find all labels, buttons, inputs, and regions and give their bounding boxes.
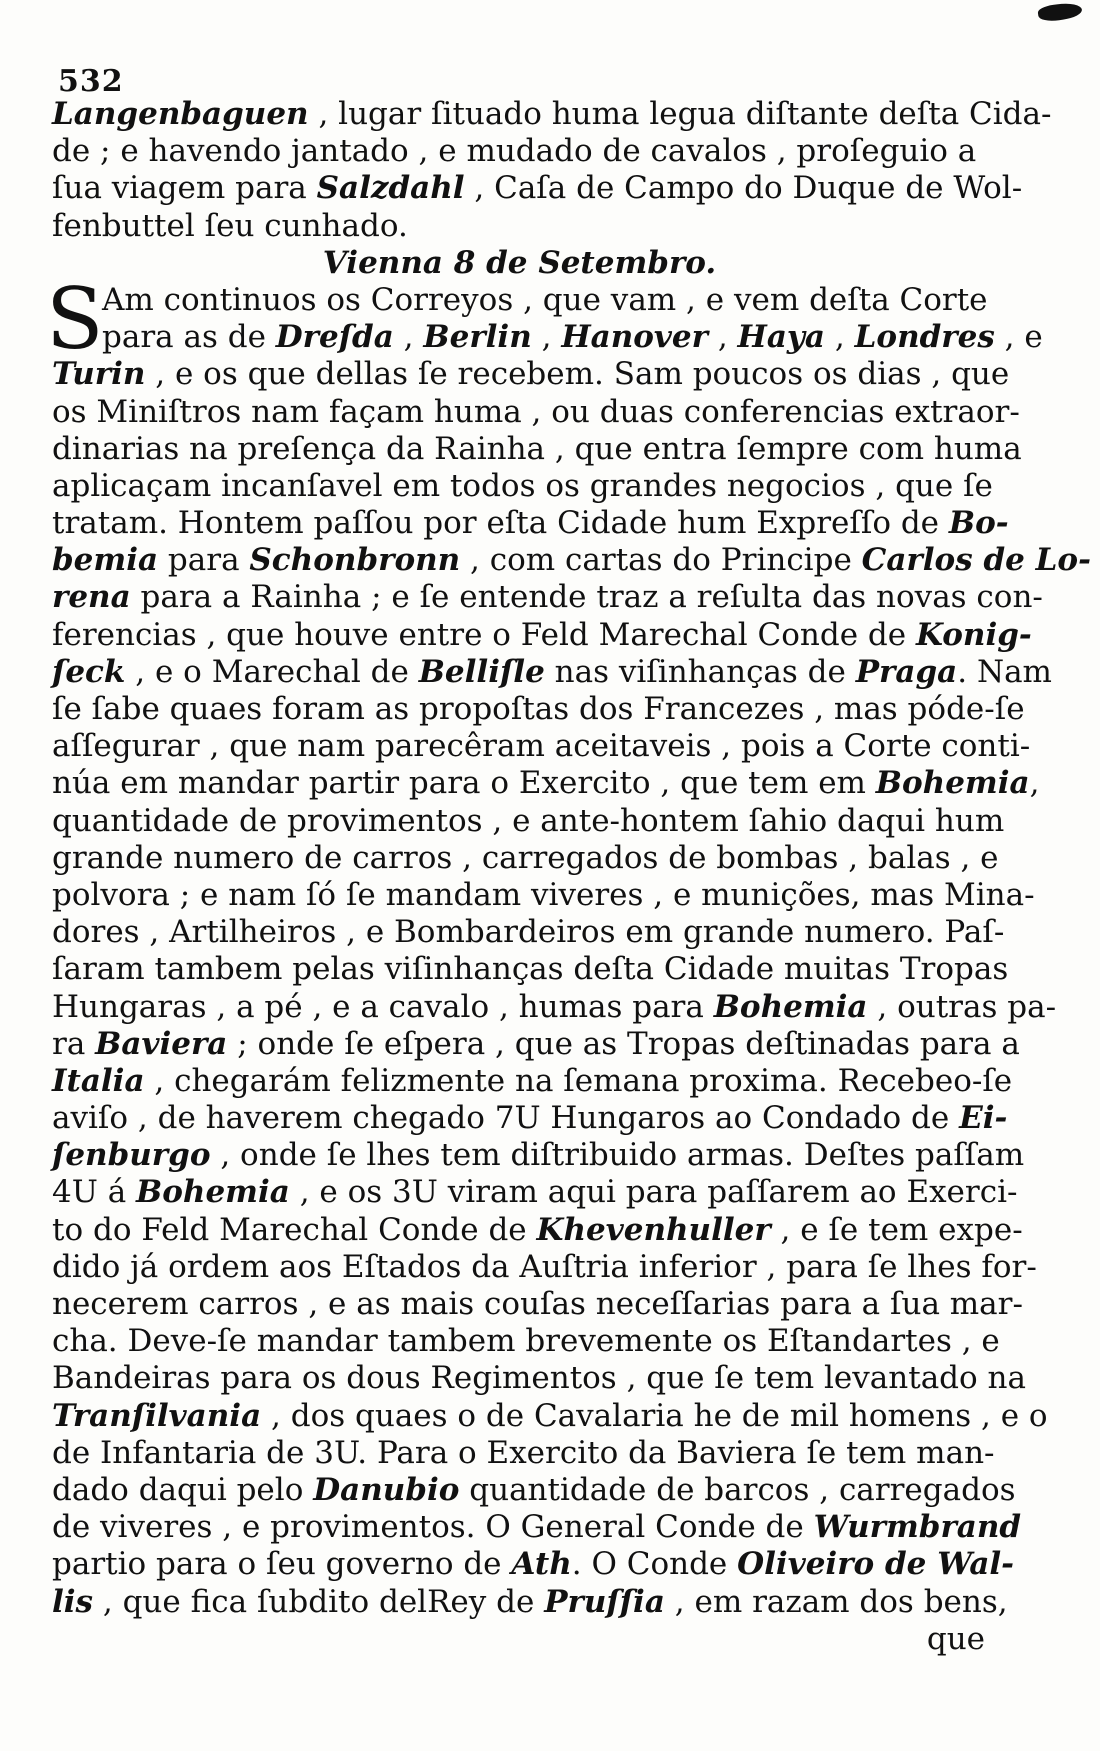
- text-line: [52, 1286, 1027, 1323]
- page-number: 532: [58, 64, 124, 99]
- text-run: necerem carros , e as mais couſas neceſſarias para a ſua mar-: [52, 1286, 1023, 1322]
- italic-name: Ath: [511, 1546, 572, 1583]
- text-line: [52, 505, 1027, 542]
- text-line: [52, 914, 1027, 951]
- text-line: [52, 468, 1027, 505]
- text-line: [52, 803, 1027, 840]
- text-run: , outras pa-: [867, 988, 1057, 1025]
- text-line: [52, 133, 1027, 170]
- text-line: [52, 1397, 1048, 1435]
- text-run: quantidade de provimentos , e ante-hontem ſahio daqui hum: [52, 802, 1005, 839]
- text-line: [52, 616, 1032, 654]
- text-run: para as de: [102, 319, 276, 356]
- italic-name: ſeck: [52, 653, 126, 690]
- text-line: [52, 1212, 1027, 1249]
- text-run: , chegarám felizmente na ſemana proxima. Recebeo-ſe: [144, 1062, 1013, 1099]
- text-run: os Miniſtros nam façam huma , ou duas conferencias extraor-: [52, 393, 1020, 430]
- italic-name: Carlos de Lo-: [861, 542, 1091, 579]
- italic-name: Bo-: [948, 505, 1009, 542]
- text-line: [52, 431, 1027, 468]
- text-line: [52, 876, 1035, 914]
- text-line: [52, 1026, 1027, 1063]
- text-line: [52, 542, 1091, 579]
- italic-name: Dreſda: [275, 319, 394, 356]
- text-run: partio para o ſeu governo de: [52, 1546, 512, 1583]
- text-line: [52, 653, 1052, 691]
- text-line: [52, 988, 1057, 1026]
- text-run: núa em mandar partir para o Exercito , que tem em: [52, 765, 876, 802]
- text-run: de ; e havendo jantado , e mudado de cavalos , proſeguio a: [52, 133, 977, 170]
- text-run: Bandeiras para os dous Regimentos , que ſe tem levantado na: [52, 1360, 1026, 1397]
- italic-name: Bohemia: [713, 988, 868, 1025]
- text-run: , lugar ſituado huma legua diſtante deſta Cida-: [308, 96, 1052, 132]
- italic-name: Langenbaguen: [52, 96, 309, 132]
- text-run: , e os 3U viram aqui para paſſarem ao Exerci-: [289, 1174, 1018, 1211]
- text-run: , onde ſe lhes tem diſtribuido armas. Deſtes paſſam: [210, 1137, 1025, 1174]
- text-run: de viveres , e provimentos. O General Conde de: [52, 1509, 814, 1546]
- text-line: [52, 840, 1027, 877]
- drop-cap: S: [46, 269, 104, 368]
- italic-name: Khevenhuller: [536, 1211, 771, 1248]
- text-run: , Caſa de Campo do Duque de Wol-: [464, 170, 1023, 207]
- text-run: , com cartas do Principe: [460, 542, 862, 579]
- italic-name: Baviera: [95, 1025, 228, 1062]
- italic-name: lis: [52, 1583, 94, 1620]
- text-line: [52, 1584, 1027, 1621]
- text-run: dores , Artilheiros , e Bombardeiros em grande numero. Paſ-: [52, 914, 1005, 951]
- italic-name: Salzdahl: [316, 170, 465, 207]
- dateline: Vienna 8 de Setembro.: [322, 244, 717, 281]
- text-line: [52, 1100, 1027, 1137]
- text-line: [52, 394, 1027, 431]
- text-run: ,: [531, 319, 562, 356]
- text-run: , dos quaes o de Cavalaria he de mil homens , e o: [261, 1397, 1048, 1434]
- text-line: [52, 96, 1052, 133]
- text-line: [52, 1435, 1027, 1472]
- text-run: aſſegurar , que nam parecêram aceitaveis , pois a Corte conti-: [52, 728, 1031, 765]
- text-run: . Nam: [957, 653, 1052, 690]
- italic-name: Bohemia: [875, 765, 1030, 802]
- text-line: [52, 728, 1031, 765]
- text-run: cha. Deve-ſe mandar tambem brevemente os Eſtandartes , e: [52, 1323, 1000, 1360]
- ink-blot-mark: [1037, 1, 1083, 23]
- text-run: 4U á: [52, 1174, 137, 1211]
- text-run: polvora ; e nam ſó ſe mandam viveres , e munições, mas Mina-: [52, 876, 1035, 913]
- text-run: para a Rainha ; e ſe entende traz a reſulta das novas con-: [130, 579, 1043, 616]
- text-line: [52, 282, 1027, 319]
- text-run: ſua viagem para: [52, 170, 317, 207]
- italic-name: Haya: [737, 319, 826, 356]
- text-run: . O Conde: [571, 1546, 738, 1583]
- italic-name: Tranſilvania: [52, 1397, 262, 1434]
- text-run: , e ſe tem expe-: [770, 1211, 1023, 1248]
- text-line: [52, 1360, 1027, 1397]
- text-run: ra: [52, 1025, 96, 1062]
- italic-name: Wurmbrand: [813, 1509, 1022, 1546]
- text-run: ,: [1029, 765, 1040, 802]
- italic-name: Konig-: [915, 616, 1032, 653]
- text-run: ,: [707, 319, 738, 356]
- text-run: ſaram tambem pelas viſinhanças deſta Cidade muitas Tropas: [52, 951, 1009, 988]
- text-run: ; onde ſe eſpera , que as Tropas deſtinadas para a: [227, 1025, 1020, 1062]
- text-line: [52, 356, 1027, 393]
- text-line: [52, 208, 1027, 245]
- text-run: ,: [393, 319, 424, 356]
- text-run: dido já ordem aos Eſtados da Auſtria inferior , para ſe lhes for-: [52, 1248, 1037, 1285]
- article-body: [46, 269, 1091, 1621]
- text-run: quantidade de barcos , carregados: [459, 1471, 1016, 1508]
- italic-name: bemia: [52, 542, 159, 579]
- text-line: [52, 579, 1043, 616]
- text-run: dado daqui pelo: [52, 1471, 314, 1508]
- article-text: [46, 96, 1091, 1658]
- text-run: aplicaçam incanſavel em todos os grandes negocios , que ſe: [52, 467, 993, 504]
- italic-name: Turin: [52, 356, 146, 393]
- text-run: tratam. Hontem paſſou por eſta Cidade hum Expreſſo de: [52, 505, 949, 542]
- text-line: [52, 1509, 1027, 1546]
- text-run: de Infantaria de 3U. Para o Exercito da Baviera ſe tem man-: [52, 1434, 995, 1471]
- italic-name: Danubio: [313, 1471, 460, 1508]
- text-run: , que fica ſubdito delRey de: [93, 1583, 545, 1620]
- italic-name: ſenburgo: [52, 1137, 211, 1174]
- italic-name: Italia: [52, 1062, 145, 1099]
- text-run: Hungaras , a pé , e a cavalo , humas para: [52, 988, 714, 1025]
- italic-name: Berlin: [423, 319, 532, 356]
- text-line: [52, 691, 1027, 728]
- text-run: fenbuttel ſeu cunhado.: [52, 207, 408, 244]
- italic-name: Schonbronn: [249, 542, 461, 579]
- italic-name: rena: [52, 579, 131, 616]
- text-line: [52, 319, 1043, 356]
- italic-name: Praga: [855, 653, 958, 690]
- text-line: [52, 1472, 1027, 1509]
- text-run: , em razam dos bens,: [664, 1583, 1008, 1620]
- text-run: ,: [825, 319, 855, 356]
- italic-name: Bohemia: [136, 1174, 290, 1211]
- text-run: Am continuos os Correyos , que vam , e vem deſta Corte: [102, 281, 988, 318]
- italic-name: Belliſle: [418, 653, 545, 690]
- text-run: nas viſinhanças de: [544, 653, 856, 690]
- italic-name: Pruſſia: [544, 1583, 665, 1620]
- text-line: [52, 1063, 1027, 1100]
- text-line: [52, 1174, 1027, 1211]
- text-run: to do Feld Marechal Conde de: [52, 1211, 537, 1248]
- text-run: grande numero de carros , carregados de bombas , balas , e: [52, 839, 999, 876]
- catchword: que: [926, 1620, 985, 1657]
- text-run: ferencias , que houve entre o Feld Marechal Conde de: [52, 616, 916, 653]
- italic-name: Londres: [854, 319, 995, 356]
- text-line: [52, 1137, 1027, 1174]
- text-line: [52, 1323, 1027, 1360]
- previous-article-ending: [52, 96, 1052, 245]
- text-line: [52, 170, 1027, 207]
- text-run: , e o Marechal de: [125, 653, 419, 690]
- italic-name: Ei-: [959, 1100, 1008, 1137]
- text-run: aviſo , de haverem chegado 7U Hungaros ao Condado de: [52, 1100, 960, 1137]
- text-run: , e: [994, 319, 1043, 356]
- italic-name: Hanover: [561, 319, 708, 356]
- text-line: [52, 765, 1040, 802]
- text-line: [52, 1546, 1027, 1583]
- text-run: ſe ſabe quaes foram as propoſtas dos Francezes , mas póde-ſe: [52, 691, 1025, 727]
- text-line: [52, 1248, 1037, 1286]
- text-line: [52, 951, 1027, 988]
- article-body-lines: [52, 281, 1091, 1621]
- italic-name: Oliveiro de Wal-: [737, 1546, 1015, 1583]
- text-run: , e os que dellas ſe recebem. Sam poucos os dias , que: [145, 356, 1010, 393]
- text-run: dinarias na preſença da Rainha , que entra ſempre com huma: [52, 430, 1022, 467]
- text-run: para: [158, 542, 250, 579]
